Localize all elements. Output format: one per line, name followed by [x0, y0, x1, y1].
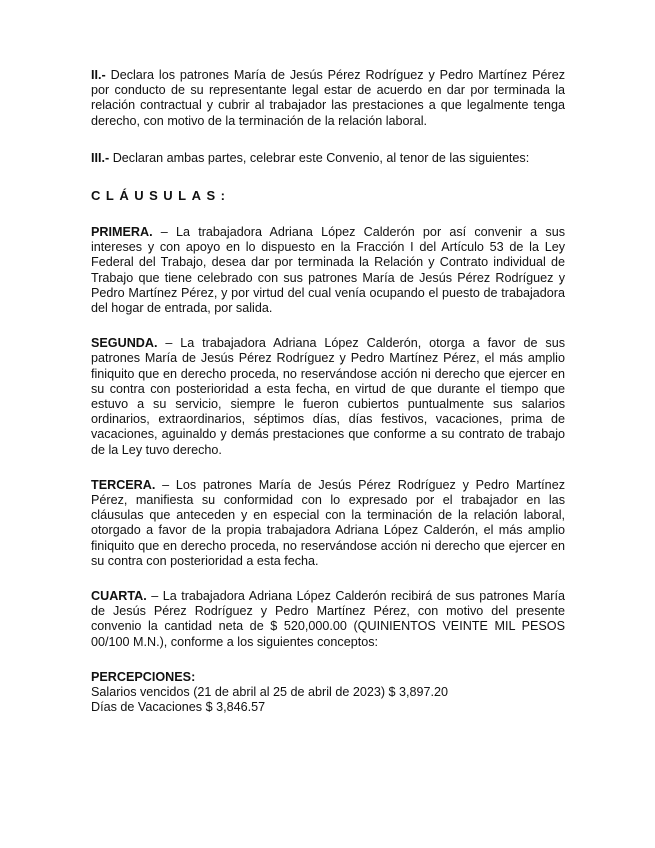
clause-segunda-text: – La trabajadora Adriana López Calderón, otorga a favor de sus patrones María de Jesús Pérez Rodríguez y Pedro Martínez Pérez, el más amplio finiquito que en derecho proceda, no reservándose acción ni derecho que ejercer en su contra con posterioridad a esta fecha, en virtud de que durante el tiempo que estuvo a su servicio, siempre le fueron cubiertos puntualmente sus salarios ordinarios, extraordinarios, séptimos días, días festivos, vacaciones, prima de vacaciones, aguinaldo y demás prestaciones que conforme a su contrato de trabajo de la Ley tuvo derecho.: [91, 336, 565, 457]
clausulas-heading: CLÁUSULAS:: [91, 188, 231, 204]
clause-cuarta: [91, 589, 565, 650]
percepciones-item: Días de Vacaciones $ 3,846.57: [91, 700, 266, 715]
declaration-iii-text: Declaran ambas partes, celebrar este Convenio, al tenor de las siguientes:: [109, 150, 530, 165]
clause-primera-label: PRIMERA.: [91, 225, 153, 240]
declaration-ii: [91, 68, 565, 129]
declaration-iii-label: III.-: [91, 150, 110, 165]
percepciones-heading-text: PERCEPCIONES:: [91, 669, 196, 684]
clause-cuarta-text: – La trabajadora Adriana López Calderón recibirá de sus patrones María de Jesús Pérez Rodríguez y Pedro Martínez Pérez, con motivo del presente convenio la cantidad neta de $ 520,000.00 (QUINIENTOS VEINTE MIL PESOS 00/100 M.N.), conforme a los siguientes conceptos:: [91, 589, 565, 649]
declaration-iii: [91, 151, 565, 166]
clause-tercera: [91, 478, 565, 569]
clause-tercera-label: TERCERA.: [91, 477, 156, 492]
percepciones-heading: [91, 670, 565, 685]
clause-primera-text: – La trabajadora Adriana López Calderón por así convenir a sus intereses y con apoyo en lo dispuesto en la Fracción I del Artículo 53 de la Ley Federal del Trabajo, desea dar por terminada la Relación y Contrato individual de Trabajo que tiene celebrado con sus patrones María de Jesús Pérez Rodríguez y Pedro Martínez Pérez, y por virtud del cual venía ocupando el puesto de trabajadora del hogar de entrada, por salida.: [91, 225, 565, 316]
percepciones-item: Salarios vencidos (21 de abril al 25 de abril de 2023) $ 3,897.20: [91, 685, 449, 700]
clause-tercera-text: – Los patrones María de Jesús Pérez Rodríguez y Pedro Martínez Pérez, manifiesta su conformidad con lo expresado por el trabajador en las cláusulas que anteceden y en especial con la terminación de la relación laboral, otorgado a favor de la propia trabajadora Adriana López Calderón, el más amplio finiquito que en derecho proceda, no reservándose acción ni derecho que ejercer en su contra con posterioridad a esta fecha.: [91, 477, 565, 568]
document-body: [91, 68, 565, 716]
declaration-ii-label: II.-: [91, 68, 106, 82]
clause-primera: [91, 225, 565, 316]
clause-cuarta-label: CUARTA.: [91, 589, 147, 604]
clause-segunda-label: SEGUNDA.: [91, 336, 158, 351]
declaration-ii-text: Declara los patrones María de Jesús Pérez Rodríguez y Pedro Martínez Pérez por conducto de su representante legal estar de acuerdo en dar por terminada la relación contractual y cubrir al trabajador las prestaciones a que legalmente tenga derecho, con motivo de la terminación de la relación laboral.: [91, 68, 565, 128]
clause-segunda: [91, 336, 565, 458]
